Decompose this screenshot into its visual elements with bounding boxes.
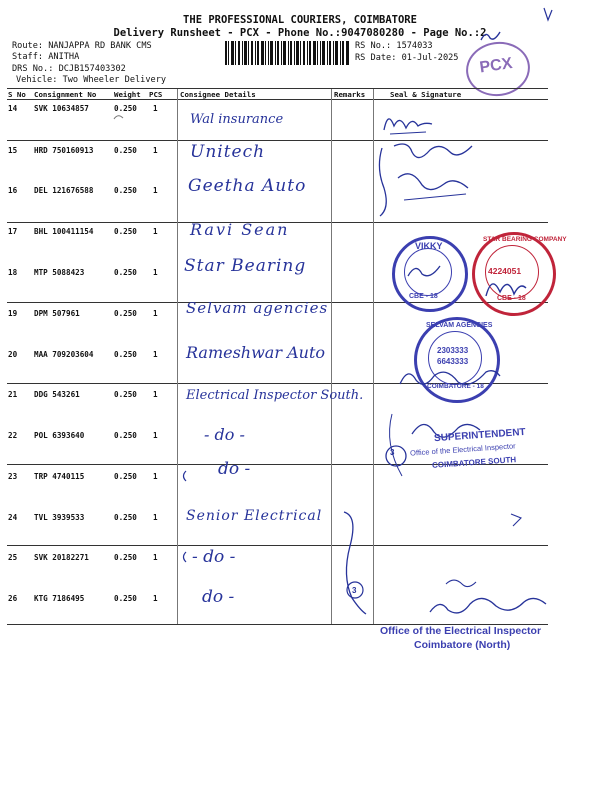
coimbatore-south-stamp: COIMBATORE SOUTH [431, 455, 517, 470]
cell-consignment: KTG 7186495 [34, 594, 85, 603]
vikky-signature [404, 258, 444, 282]
cell-consignment: BHL 100411154 [34, 227, 94, 236]
star-bearing-name: STAR BEARING COMPANY [483, 236, 567, 243]
col-sno: S No [8, 90, 26, 99]
cell-pcs: 1 [153, 186, 158, 195]
pcx-stamp [463, 38, 534, 100]
col-remarks: Remarks [334, 90, 366, 99]
cell-sno: 19 [8, 309, 18, 318]
col-consignment: Consignment No [34, 90, 97, 99]
cell-consignment: DEL 121676588 [34, 186, 94, 195]
runsheet-subtitle: Delivery Runsheet - PCX - Phone No.:9047080280 - Page No.:2 [113, 27, 487, 39]
consignee-handwriting: Star Bearing [184, 256, 307, 276]
mark-circled-3b: 3 [352, 586, 357, 595]
cell-weight: 0.250 [114, 104, 137, 113]
cell-consignment: DPM 507961 [34, 309, 80, 318]
superintendent-stamp: SUPERINTENDENT [433, 426, 526, 445]
company-title: THE PROFESSIONAL COURIERS, COIMBATORE [183, 14, 417, 26]
consignee-handwriting: do - [202, 587, 235, 607]
cell-consignment: TRP 4740115 [34, 472, 85, 481]
rs-number: RS No.: 1574033 [355, 41, 433, 51]
cell-pcs: 1 [153, 146, 158, 155]
cell-pcs: 1 [153, 513, 158, 522]
cell-pcs: 1 [153, 594, 158, 603]
consignee-handwriting: Ravi Sean [190, 220, 290, 239]
cell-consignment: SVK 20182271 [34, 553, 89, 562]
header-divider [7, 99, 548, 100]
consignee-handwriting: Unitech [190, 142, 266, 162]
star-bearing-signature [480, 268, 530, 302]
cell-consignment: MAA 709203604 [34, 350, 94, 359]
cell-consignment: POL 6393640 [34, 431, 85, 440]
col-pcs: PCS [149, 90, 163, 99]
star-bearing-number: 4224051 [488, 266, 522, 276]
consignee-handwriting: - do - [204, 425, 245, 444]
cell-pcs: 1 [153, 472, 158, 481]
selvam-stamp-number-1: 2303333 [437, 346, 469, 355]
tick-scribble [540, 4, 556, 24]
selvam-signature [394, 360, 504, 394]
cell-sno: 21 [8, 390, 18, 399]
cell-weight: 0.250 [114, 186, 137, 195]
cell-sno: 26 [8, 594, 18, 603]
cell-sno: 14 [8, 104, 18, 113]
cell-consignment: SVK 10634857 [34, 104, 89, 113]
small-scribble [507, 510, 527, 530]
row-divider [7, 545, 548, 546]
drs-label: DRS No.: DCJB157403302 [12, 64, 126, 74]
cell-sno: 25 [8, 553, 18, 562]
cell-consignment: MTP 5088423 [34, 268, 85, 277]
cell-consignment: HRD 750160913 [34, 146, 94, 155]
cell-consignment: TVL 3939533 [34, 513, 85, 522]
bracket-mark [179, 550, 189, 564]
selvam-stamp-number-2: 6643333 [437, 357, 469, 366]
selvam-stamp-area: COIMBATORE - 18 [427, 383, 484, 390]
cell-weight: 0.250 [114, 472, 137, 481]
pcx-stamp-text: PCX [478, 55, 514, 77]
cell-weight: 0.250 [114, 513, 137, 522]
cell-sno: 22 [8, 431, 18, 440]
col-weight: Weight [114, 90, 141, 99]
vikky-stamp-area: CBE - 18 [409, 293, 438, 300]
cell-consignment: DDG 543261 [34, 390, 80, 399]
signature-rows-15-16 [368, 138, 488, 218]
cell-weight: 0.250 [114, 268, 137, 277]
staff-label: Staff: ANITHA [12, 52, 80, 62]
cell-pcs: 1 [153, 309, 158, 318]
cell-weight: 0.250 [114, 553, 137, 562]
consignee-handwriting: - do - [192, 547, 236, 567]
consignee-handwriting: Selvam agencies [186, 299, 329, 317]
cell-weight: 0.250 [114, 227, 137, 236]
rs-date: RS Date: 01-Jul-2025 [355, 53, 459, 63]
cell-weight: 0.250 [114, 390, 137, 399]
cell-weight: 0.250 [114, 146, 137, 155]
route-label: Route: NANJAPPA RD BANK CMS [12, 41, 152, 51]
consignee-handwriting: do - [218, 459, 251, 479]
cell-sno: 20 [8, 350, 18, 359]
pencil-mark [112, 112, 126, 122]
cell-pcs: 1 [153, 104, 158, 113]
cell-pcs: 1 [153, 390, 158, 399]
cell-pcs: 1 [153, 268, 158, 277]
inspector-north-signature [426, 572, 556, 622]
cell-pcs: 1 [153, 431, 158, 440]
consignee-handwriting: Senior Electrical [186, 508, 323, 524]
cell-sno: 18 [8, 268, 18, 277]
consignee-handwriting: Geetha Auto [188, 176, 307, 196]
consignee-handwriting: Wal insurance [190, 112, 284, 127]
barcode [225, 41, 349, 65]
bracket-line [330, 506, 400, 616]
cell-sno: 17 [8, 227, 18, 236]
cell-weight: 0.250 [114, 309, 137, 318]
col-seal-signature: Seal & Signature [390, 90, 462, 99]
col-consignee: Consignee Details [180, 90, 256, 99]
col-divider [177, 89, 178, 624]
selvam-stamp-name: SELVAM AGENCIES [426, 322, 493, 329]
office-inspector-north-line2: Coimbatore (North) [414, 639, 511, 651]
signature-row-14 [378, 104, 438, 140]
cell-pcs: 1 [153, 350, 158, 359]
mark-circled-3a: 3 [390, 448, 395, 457]
star-bearing-area: CBE - 18 [497, 295, 526, 302]
cell-pcs: 1 [153, 227, 158, 236]
cell-weight: 0.250 [114, 594, 137, 603]
cell-sno: 16 [8, 186, 18, 195]
cell-weight: 0.250 [114, 350, 137, 359]
consignee-handwriting: Rameshwar Auto [186, 343, 325, 362]
table-top-border [7, 88, 548, 89]
office-inspector-north-line1: Office of the Electrical Inspector [380, 625, 542, 637]
cell-sno: 15 [8, 146, 18, 155]
cell-pcs: 1 [153, 553, 158, 562]
office-stamp-small: Office of the Electrical Inspector [409, 441, 516, 458]
cell-sno: 24 [8, 513, 18, 522]
vehicle-label: Vehicle: Two Wheeler Delivery [16, 75, 167, 85]
consignee-handwriting: Electrical Inspector South. [186, 388, 364, 403]
cell-weight: 0.250 [114, 431, 137, 440]
cell-sno: 23 [8, 472, 18, 481]
vikky-stamp-name: VIKKY [415, 241, 443, 251]
bracket-mark [179, 469, 189, 483]
